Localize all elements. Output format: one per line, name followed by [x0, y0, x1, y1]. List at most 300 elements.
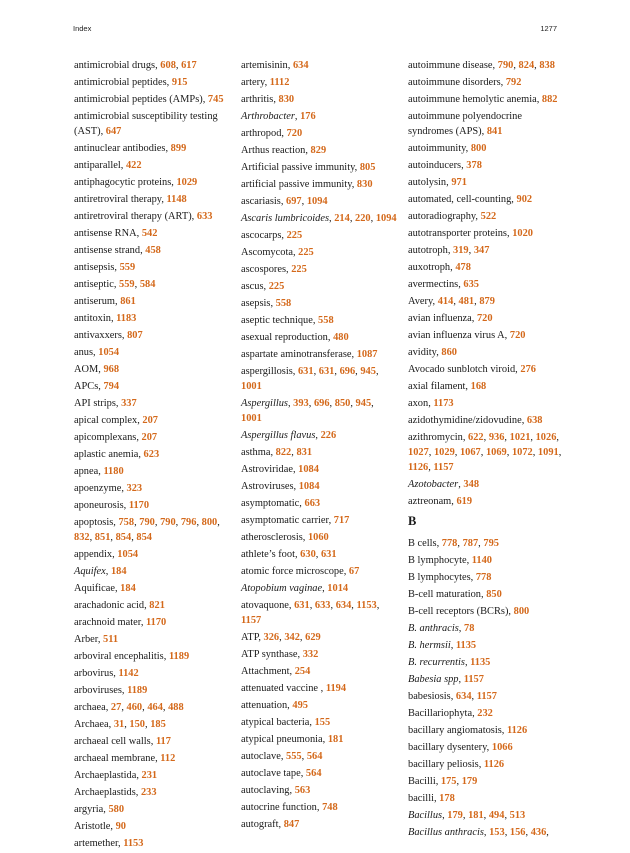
page-link[interactable]: 854: [136, 532, 152, 543]
index-entry: avian influenza virus A, 720: [408, 330, 526, 341]
page-link[interactable]: 458: [145, 245, 161, 256]
index-entry: ascus, 225: [241, 281, 285, 292]
index-entry: athlete’s foot, 630, 631: [241, 549, 337, 560]
index-entry: babesiosis, 634, 1157: [408, 691, 497, 702]
index-entry: antiphagocytic proteins, 1029: [74, 177, 198, 188]
page-link[interactable]: 326: [263, 632, 280, 643]
page-link[interactable]: 792: [505, 77, 522, 88]
page-link[interactable]: 720: [509, 330, 526, 341]
page-link[interactable]: 619: [456, 496, 473, 507]
index-term: autoimmune hemolytic anemia: [408, 94, 537, 105]
page-link[interactable]: 822: [275, 447, 292, 458]
page-link[interactable]: 861: [120, 296, 136, 307]
index-entry: Astroviruses, 1084: [241, 481, 320, 492]
index-entry: antiretroviral therapy (ART), 633: [74, 211, 213, 222]
page-link[interactable]: 1157: [433, 462, 454, 473]
page-link[interactable]: 1183: [116, 313, 137, 324]
index-term: ascospores: [241, 264, 287, 275]
index-entry: aztreonam, 619: [408, 496, 473, 507]
page-link[interactable]: 630: [300, 549, 316, 560]
page-link[interactable]: 254: [294, 666, 311, 677]
page-link[interactable]: 348: [463, 479, 480, 490]
index-entry: API strips, 337: [74, 398, 137, 409]
page-link[interactable]: 1091: [537, 447, 559, 458]
index-entry: archaea, 27, 460, 464, 488: [74, 702, 184, 713]
page-link[interactable]: 1054: [117, 549, 139, 560]
page-link[interactable]: 233: [140, 787, 157, 798]
index-entry: autoimmune disorders, 792: [408, 77, 522, 88]
page-link[interactable]: 117: [155, 736, 171, 747]
page-link[interactable]: 623: [143, 449, 160, 460]
page-link[interactable]: 27: [110, 702, 122, 713]
page-link[interactable]: 481: [458, 296, 475, 307]
page-link[interactable]: 1157: [463, 674, 484, 685]
page-link[interactable]: 748: [322, 802, 338, 813]
index-entry: Astroviridae, 1084: [241, 464, 319, 475]
page-link[interactable]: 1014: [327, 583, 349, 594]
index-term: B-cell receptors (BCRs): [408, 606, 509, 617]
index-entry: Bacillus anthracis, 153, 156, 436,: [408, 827, 549, 838]
header-title: Index: [73, 24, 92, 33]
index-term: Arthrobacter: [241, 111, 295, 122]
page-link[interactable]: 31: [113, 719, 125, 730]
index-term: asymptomatic: [241, 498, 300, 509]
index-term: antiretroviral therapy (ART): [74, 211, 192, 222]
page-link[interactable]: 347: [473, 245, 490, 256]
index-term: antinuclear antibodies: [74, 143, 166, 154]
index-term: autotransporter proteins: [408, 228, 507, 239]
index-term: attenuation: [241, 700, 288, 711]
index-term: autoimmune disorders: [408, 77, 501, 88]
page-link[interactable]: 787: [462, 538, 479, 549]
page-link[interactable]: 1153: [356, 600, 377, 611]
page-link[interactable]: 414: [437, 296, 454, 307]
page-link[interactable]: 1135: [455, 640, 477, 651]
index-entry: bacillary peliosis, 1126: [408, 759, 505, 770]
page-link[interactable]: 629: [305, 632, 321, 643]
index-entry: argyria, 580: [74, 804, 125, 815]
page-link[interactable]: 1170: [128, 500, 150, 511]
index-term: avian influenza virus A: [408, 330, 505, 341]
page-link[interactable]: 1069: [485, 447, 507, 458]
index-entry: B lymphocyte, 1140: [408, 555, 493, 566]
page-link[interactable]: 460: [126, 702, 143, 713]
page-link[interactable]: 807: [127, 330, 143, 341]
page-link[interactable]: 464: [147, 702, 163, 713]
page-link[interactable]: 1084: [298, 481, 320, 492]
page-link[interactable]: 720: [286, 128, 303, 139]
page-link[interactable]: 225: [291, 264, 307, 275]
page-link[interactable]: 902: [516, 194, 533, 205]
page-link[interactable]: 800: [201, 517, 218, 528]
page-link[interactable]: 830: [356, 179, 373, 190]
page-link[interactable]: 617: [181, 60, 197, 71]
page-link[interactable]: 378: [466, 160, 482, 171]
page-link[interactable]: 184: [110, 566, 127, 577]
page-link[interactable]: 631: [318, 366, 335, 377]
page-link[interactable]: 225: [286, 230, 303, 241]
index-term: asexual reproduction: [241, 332, 328, 343]
index-term: Aquifex: [74, 566, 106, 577]
index-term: arthropod: [241, 128, 282, 139]
index-entry: autoimmune hemolytic anemia, 882: [408, 94, 558, 105]
index-term: athlete’s foot: [241, 549, 295, 560]
page-link[interactable]: 225: [298, 247, 314, 258]
page-link[interactable]: 622: [468, 432, 484, 443]
page-link[interactable]: 830: [278, 94, 295, 105]
page-link[interactable]: 1094: [375, 213, 397, 224]
page-link[interactable]: 558: [318, 315, 334, 326]
index-entry: Bacilli, 175, 179: [408, 776, 478, 787]
page-link[interactable]: 717: [333, 515, 350, 526]
page-link[interactable]: 945: [360, 366, 376, 377]
page-link[interactable]: 207: [141, 432, 158, 443]
index-entry: Archaea, 31, 150, 185: [74, 719, 166, 730]
index-entry: atherosclerosis, 1060: [241, 532, 329, 543]
page-link[interactable]: 696: [313, 398, 330, 409]
page-link[interactable]: 758: [118, 517, 135, 528]
page-link[interactable]: 696: [339, 366, 356, 377]
page-link[interactable]: 225: [268, 281, 285, 292]
page-link[interactable]: 150: [129, 719, 145, 730]
page-link[interactable]: 176: [300, 111, 316, 122]
index-entry: asexual reproduction, 480: [241, 332, 349, 343]
page-link[interactable]: 580: [108, 804, 125, 815]
page-link[interactable]: 795: [483, 538, 499, 549]
page-link[interactable]: 831: [296, 447, 313, 458]
page-link[interactable]: 633: [314, 600, 331, 611]
page-link[interactable]: 175: [440, 776, 457, 787]
index-term: azidothymidine/zidovudine: [408, 415, 522, 426]
page-link[interactable]: 1126: [483, 759, 505, 770]
page-link[interactable]: 945: [355, 398, 372, 409]
page-link[interactable]: 1072: [511, 447, 533, 458]
index-entry: artery, 1112: [241, 77, 290, 88]
page-link[interactable]: 181: [327, 734, 344, 745]
page-link[interactable]: 522: [480, 211, 497, 222]
page-link[interactable]: 1170: [146, 617, 167, 628]
page-link[interactable]: 1180: [103, 466, 124, 477]
index-term: antimicrobial peptides: [74, 77, 167, 88]
page-link[interactable]: 555: [286, 751, 302, 762]
page-link[interactable]: 829: [310, 145, 327, 156]
page-number: 1277: [540, 24, 557, 33]
index-term: aztreonam: [408, 496, 452, 507]
page-link[interactable]: 838: [539, 60, 555, 71]
page-link[interactable]: 155: [314, 717, 331, 728]
page-link[interactable]: 647: [105, 126, 122, 137]
index-entry: Arber, 511: [74, 634, 119, 645]
index-entry: asthma, 822, 831: [241, 447, 313, 458]
page-link[interactable]: 332: [302, 649, 319, 660]
page-link[interactable]: 153: [489, 827, 505, 838]
index-entry: Archaeplastids, 233: [74, 787, 157, 798]
page-link[interactable]: 1126: [506, 725, 528, 736]
page-link[interactable]: 663: [304, 498, 321, 509]
page-link[interactable]: 1066: [491, 742, 513, 753]
page-link[interactable]: 90: [115, 821, 126, 832]
index-term: autocrine function: [241, 802, 317, 813]
page-link[interactable]: 720: [476, 313, 493, 324]
page-link[interactable]: 796: [180, 517, 197, 528]
page-header: [73, 24, 557, 36]
page-link[interactable]: 745: [207, 94, 224, 105]
index-term: atypical bacteria: [241, 717, 310, 728]
page-link[interactable]: 824: [518, 60, 535, 71]
index-entry: avidity, 860: [408, 347, 457, 358]
page-link[interactable]: 971: [451, 177, 467, 188]
index-term: ascus: [241, 281, 264, 292]
index-entry: antivaxxers, 807: [74, 330, 143, 341]
page-link[interactable]: 936: [488, 432, 505, 443]
index-entry: Aspergillus flavus, 226: [241, 430, 337, 441]
page-link[interactable]: 323: [126, 483, 143, 494]
index-term: antiserum: [74, 296, 115, 307]
index-term: antitoxin: [74, 313, 111, 324]
page-link[interactable]: 1135: [470, 657, 491, 668]
index-term: antisepsis: [74, 262, 115, 273]
index-entry: Attachment, 254: [241, 666, 311, 677]
index-term: Artificial passive immunity: [241, 162, 355, 173]
page-link[interactable]: 564: [306, 751, 323, 762]
index-entry: Bacillariophyta, 232: [408, 708, 493, 719]
page-link[interactable]: 608: [160, 60, 176, 71]
page-link[interactable]: 1157: [476, 691, 497, 702]
index-term: antimicrobial peptides (AMPs): [74, 94, 203, 105]
page-link[interactable]: 800: [470, 143, 487, 154]
index-section-heading: [408, 514, 563, 529]
page-link[interactable]: 847: [283, 819, 300, 830]
page-link[interactable]: 1140: [471, 555, 493, 566]
page-link[interactable]: 638: [526, 415, 543, 426]
page-link[interactable]: 631: [297, 366, 314, 377]
page-link[interactable]: 631: [320, 549, 337, 560]
index-term: babesiosis: [408, 691, 451, 702]
page-link[interactable]: 232: [477, 708, 493, 719]
index-entry: antinuclear antibodies, 899: [74, 143, 187, 154]
index-entry: autoimmunity, 800: [408, 143, 487, 154]
page-link[interactable]: 513: [509, 810, 526, 821]
page-link[interactable]: 1112: [269, 77, 290, 88]
index-term: Aquificae: [74, 583, 115, 594]
page-link[interactable]: 1157: [241, 615, 262, 626]
index-term: B lymphocytes: [408, 572, 471, 583]
index-term: anus: [74, 347, 94, 358]
page-link[interactable]: 168: [470, 381, 487, 392]
page-link[interactable]: 851: [94, 532, 111, 543]
page-link[interactable]: 1142: [118, 668, 139, 679]
index-entry: atypical pneumonia, 181: [241, 734, 344, 745]
index-term: Azotobacter: [408, 479, 459, 490]
page-link[interactable]: 882: [541, 94, 558, 105]
page-link[interactable]: 436: [530, 827, 547, 838]
index-term: Avery: [408, 296, 433, 307]
page-link[interactable]: 1148: [166, 194, 187, 205]
index-term: Bacillus: [408, 810, 443, 821]
page-link[interactable]: 179: [447, 810, 463, 821]
index-term: autotroph: [408, 245, 448, 256]
page-link[interactable]: 790: [139, 517, 155, 528]
page-link[interactable]: 1194: [325, 683, 347, 694]
index-entry: B lymphocytes, 778: [408, 572, 492, 583]
page-link[interactable]: 559: [119, 262, 136, 273]
page-link[interactable]: 832: [74, 532, 90, 543]
page-link[interactable]: 821: [149, 600, 165, 611]
index-term: asymptomatic carrier: [241, 515, 329, 526]
page-link[interactable]: 1001: [241, 381, 262, 392]
page-link[interactable]: 634: [335, 600, 352, 611]
page-link[interactable]: 1094: [306, 196, 328, 207]
page-link[interactable]: 542: [141, 228, 158, 239]
index-entry: autoclaving, 563: [241, 785, 311, 796]
page-link[interactable]: 790: [497, 60, 514, 71]
page-link[interactable]: 564: [305, 768, 322, 779]
page-link[interactable]: 1173: [433, 398, 454, 409]
page-link[interactable]: 185: [150, 719, 166, 730]
index-term: Babesia spp: [408, 674, 459, 685]
index-term: arboviruses: [74, 685, 122, 696]
page-link[interactable]: 393: [293, 398, 309, 409]
page-link[interactable]: 1020: [512, 228, 533, 239]
index-entry: Aquifex, 184: [74, 566, 127, 577]
page-link[interactable]: 511: [103, 634, 119, 645]
page-link[interactable]: 633: [196, 211, 213, 222]
index-term: B lymphocyte: [408, 555, 467, 566]
page-link[interactable]: 207: [142, 415, 158, 426]
page-link[interactable]: 1189: [127, 685, 148, 696]
page-link[interactable]: 1054: [98, 347, 120, 358]
page-link[interactable]: 112: [160, 753, 176, 764]
page-link[interactable]: 494: [488, 810, 505, 821]
page-link[interactable]: 231: [141, 770, 158, 781]
index-term: API strips: [74, 398, 116, 409]
page-link[interactable]: 860: [441, 347, 457, 358]
page-link[interactable]: 1189: [168, 651, 190, 662]
index-entry: asepsis, 558: [241, 298, 292, 309]
index-entry: Atopobium vaginae, 1014: [241, 583, 349, 594]
index-term: autolysin: [408, 177, 447, 188]
index-term: bacilli: [408, 793, 434, 804]
page-link[interactable]: 480: [333, 332, 349, 343]
page-link[interactable]: 67: [348, 566, 360, 577]
index-entry: axial filament, 168: [408, 381, 487, 392]
page-link[interactable]: 1084: [298, 464, 319, 475]
page-link[interactable]: 778: [475, 572, 492, 583]
index-term: arachadonic acid: [74, 600, 145, 611]
page-link[interactable]: 276: [520, 364, 536, 375]
index-entry: atypical bacteria, 155: [241, 717, 331, 728]
page-link[interactable]: 1126: [408, 462, 429, 473]
index-term: axon: [408, 398, 429, 409]
page-link[interactable]: 1087: [356, 349, 378, 360]
page-link[interactable]: 495: [292, 700, 308, 711]
page-link[interactable]: 899: [170, 143, 187, 154]
page-link[interactable]: 156: [509, 827, 526, 838]
page-link[interactable]: 1029: [433, 447, 455, 458]
page-link[interactable]: 794: [103, 381, 120, 392]
page-link[interactable]: 1001: [241, 413, 262, 424]
index-entry: Aquificae, 184: [74, 583, 136, 594]
page-link[interactable]: 697: [286, 196, 302, 207]
page-link[interactable]: 854: [115, 532, 132, 543]
index-term: bacillary peliosis: [408, 759, 479, 770]
page-link[interactable]: 337: [121, 398, 137, 409]
page-link[interactable]: 879: [479, 296, 495, 307]
index-entry: azithromycin, 622, 936, 1021, 1026, 1027, 1029, 1067, 1069, 1072, 1091, 1126, 1157: [408, 432, 562, 473]
page-link[interactable]: 226: [320, 430, 337, 441]
index-entry: antiserum, 861: [74, 296, 136, 307]
index-term: atomic force microscope: [241, 566, 344, 577]
index-term: arachnoid mater: [74, 617, 141, 628]
page-link[interactable]: 558: [275, 298, 292, 309]
page-link[interactable]: 1026: [535, 432, 557, 443]
page-link[interactable]: 800: [513, 606, 530, 617]
page-link[interactable]: 634: [292, 60, 309, 71]
index-term: auxotroph: [408, 262, 451, 273]
page-link[interactable]: 563: [294, 785, 311, 796]
index-term: arboviral encephalitis: [74, 651, 164, 662]
page-link[interactable]: 1029: [176, 177, 198, 188]
page-link[interactable]: 850: [334, 398, 351, 409]
index-entry: Bacillus, 179, 181, 494, 513: [408, 810, 526, 821]
page-link[interactable]: 631: [294, 600, 310, 611]
page-link[interactable]: 841: [486, 126, 503, 137]
page-link[interactable]: 178: [439, 793, 455, 804]
index-term: antimicrobial drugs: [74, 60, 156, 71]
page-link[interactable]: 179: [461, 776, 478, 787]
page-link[interactable]: 319: [453, 245, 469, 256]
page-link[interactable]: 1021: [509, 432, 531, 443]
page-link[interactable]: 915: [171, 77, 188, 88]
index-term: archaeal membrane: [74, 753, 156, 764]
page-link[interactable]: 805: [359, 162, 376, 173]
index-entry: autoradiography, 522: [408, 211, 497, 222]
page-link[interactable]: 422: [125, 160, 142, 171]
index-term: Bacillariophyta: [408, 708, 473, 719]
index-entry: arboviral encephalitis, 1189: [74, 651, 190, 662]
page-link[interactable]: 78: [464, 623, 475, 634]
index-entry: attenuation, 495: [241, 700, 308, 711]
index-entry: apnea, 1180: [74, 466, 124, 477]
page-link[interactable]: 214: [334, 213, 350, 224]
page-link[interactable]: 778: [441, 538, 458, 549]
page-link[interactable]: 634: [455, 691, 472, 702]
index-entry: artemether, 1153: [74, 838, 144, 849]
page-link[interactable]: 584: [139, 279, 156, 290]
page-link[interactable]: 342: [284, 632, 300, 643]
page-link[interactable]: 220: [355, 213, 371, 224]
index-term: Attachment: [241, 666, 290, 677]
page-link[interactable]: 184: [120, 583, 136, 594]
index-entry: B. anthracis, 78: [408, 623, 475, 634]
page-link[interactable]: 1027: [408, 447, 429, 458]
page-link[interactable]: 635: [463, 279, 479, 290]
page-link[interactable]: 790: [160, 517, 176, 528]
page-link[interactable]: 968: [103, 364, 120, 375]
index-entry: Ascomycota, 225: [241, 247, 314, 258]
page-link[interactable]: 488: [168, 702, 184, 713]
page-link[interactable]: 559: [119, 279, 135, 290]
index-entry: Aspergillus, 393, 696, 850, 945, 1001: [241, 398, 374, 424]
page-link[interactable]: 1153: [123, 838, 144, 849]
page-link[interactable]: 1060: [307, 532, 329, 543]
index-entry: autotransporter proteins, 1020: [408, 228, 533, 239]
page-link[interactable]: 181: [468, 810, 484, 821]
page-link[interactable]: 1067: [459, 447, 481, 458]
index-entry: artificial passive immunity, 830: [241, 179, 373, 190]
page-link[interactable]: 850: [486, 589, 502, 600]
page-link[interactable]: 478: [455, 262, 471, 273]
